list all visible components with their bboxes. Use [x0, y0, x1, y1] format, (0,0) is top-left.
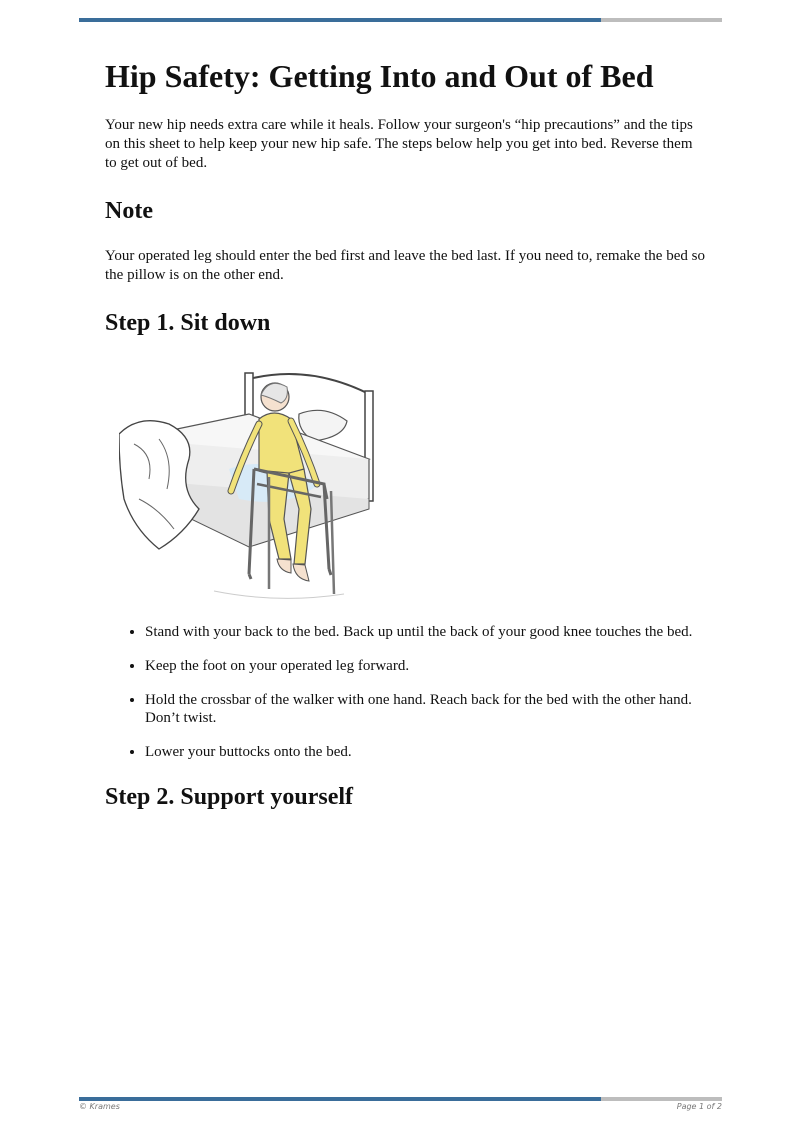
footer-copyright: © Krames — [79, 1102, 120, 1111]
step1-heading: Step 1. Sit down — [105, 310, 271, 336]
header-rule — [79, 18, 722, 22]
list-item: • Lower your buttocks onto the bed. — [145, 743, 705, 761]
page-footer — [79, 1102, 722, 1111]
footer-rule-grey — [601, 1097, 722, 1101]
footer-rule-blue — [79, 1097, 601, 1101]
page-title: Hip Safety: Getting Into and Out of Bed — [105, 58, 654, 94]
step2-heading: Step 2. Support yourself — [105, 784, 354, 810]
step1-list — [105, 623, 705, 761]
header-rule-blue — [79, 18, 601, 22]
list-item: • Keep the foot on your operated leg forward. — [145, 657, 705, 675]
header-rule-grey — [601, 18, 722, 22]
document-body — [105, 58, 705, 833]
intro-paragraph: Your new hip needs extra care while it heals. Follow your surgeon's “hip precautions” and the tips on this sheet to help keep your new hip safe. The steps below help you get into bed. Reverse them to get out of bed. — [105, 117, 693, 171]
footer-rule — [79, 1097, 722, 1101]
list-item: • Hold the crossbar of the walker with one hand. Reach back for the bed with the other hand. Don’t twist. — [145, 691, 705, 727]
note-paragraph: Your operated leg should enter the bed first and leave the bed last. If you need to, remake the bed so the pillow is on the other end. — [105, 248, 705, 283]
footer-page-number: Page 1 of 2 — [676, 1102, 722, 1111]
list-item: • Stand with your back to the bed. Back up until the back of your good knee touches the bed. — [145, 623, 705, 641]
sit-down-illustration — [119, 359, 379, 609]
note-heading: Note — [105, 198, 153, 224]
